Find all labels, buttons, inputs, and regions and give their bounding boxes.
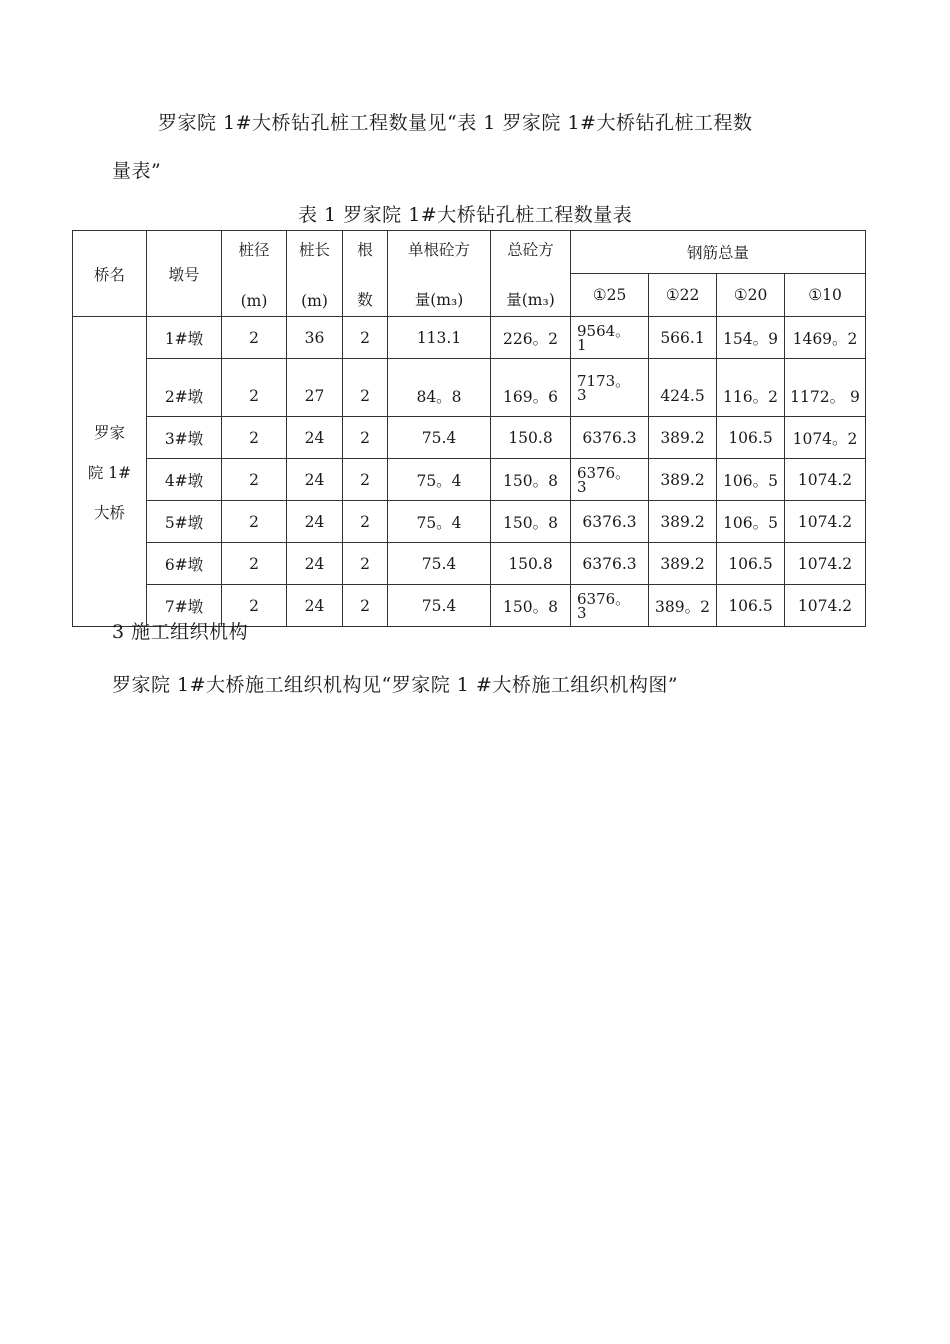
intro-line-1: 罗家院 1#大桥钻孔桩工程数量见“表 1 罗家院 1#大桥钻孔桩工程数 <box>158 112 753 134</box>
steel-10-cell: 1074.2 <box>785 459 866 501</box>
steel-25-part-1: 6376。 <box>577 589 631 608</box>
total-volume-cell: 169。6 <box>491 359 571 417</box>
steel-25-cell <box>571 585 649 627</box>
length-cell: 24 <box>287 543 343 585</box>
bridge-name-line-2: 院 1# <box>87 463 132 482</box>
diameter-cell: 2 <box>222 585 287 627</box>
table-row <box>73 317 866 359</box>
header-total-bottom: 量(m₃) <box>506 290 555 309</box>
steel-22-cell: 566.1 <box>649 317 717 359</box>
bridge-name-line-1: 罗家 <box>93 423 125 442</box>
count-cell: 2 <box>343 501 388 543</box>
length-cell: 27 <box>287 359 343 417</box>
header-diameter <box>222 231 287 317</box>
steel-20-cell: 106.5 <box>717 417 785 459</box>
single-volume-cell: 75.4 <box>388 417 491 459</box>
steel-25-part-1: 7173。 <box>577 371 631 390</box>
steel-10-cell: 1074.2 <box>785 585 866 627</box>
steel-25-cell: 6376.3 <box>571 543 649 585</box>
table-row <box>73 501 866 543</box>
total-volume-cell: 226。2 <box>491 317 571 359</box>
single-volume-cell: 113.1 <box>388 317 491 359</box>
length-cell: 24 <box>287 501 343 543</box>
header-steel-10: ①10 <box>785 274 866 317</box>
length-cell: 24 <box>287 417 343 459</box>
single-volume-cell: 75。4 <box>388 501 491 543</box>
steel-20-cell: 116。2 <box>717 359 785 417</box>
bridge-name-line-3: 大桥 <box>93 503 125 522</box>
steel-22-cell: 389.2 <box>649 543 717 585</box>
steel-25-part-2: 3 <box>577 385 587 404</box>
steel-20-cell: 106.5 <box>717 585 785 627</box>
header-steel-22: ①22 <box>649 274 717 317</box>
steel-10-cell: 1074.2 <box>785 543 866 585</box>
intro-line-2: 量表” <box>112 160 162 182</box>
table-caption: 表 1 罗家院 1#大桥钻孔桩工程数量表 <box>298 204 633 226</box>
diameter-cell: 2 <box>222 543 287 585</box>
single-volume-cell: 75。4 <box>388 459 491 501</box>
header-total-top: 总砼方 <box>507 240 554 259</box>
header-steel-20: ①20 <box>717 274 785 317</box>
header-length-unit: (m) <box>301 291 328 310</box>
pier-cell: 4#墩 <box>147 459 222 501</box>
header-count-top: 根 <box>357 240 373 259</box>
header-bridge: 桥名 <box>73 231 147 317</box>
header-single-volume <box>388 231 491 317</box>
diameter-cell: 2 <box>222 501 287 543</box>
pier-cell: 7#墩 <box>147 585 222 627</box>
steel-25-cell: 6376.3 <box>571 501 649 543</box>
header-length <box>287 231 343 317</box>
header-length-label: 桩长 <box>298 240 330 259</box>
header-count-bottom: 数 <box>357 290 373 309</box>
diameter-cell: 2 <box>222 317 287 359</box>
header-count <box>343 231 388 317</box>
diameter-cell: 2 <box>222 359 287 417</box>
length-cell: 24 <box>287 459 343 501</box>
steel-25-part-1: 9564。 <box>577 321 631 340</box>
steel-22-cell: 389。2 <box>649 585 717 627</box>
single-volume-cell: 84。8 <box>388 359 491 417</box>
header-diameter-unit: (m) <box>240 291 268 310</box>
pier-cell: 3#墩 <box>147 417 222 459</box>
section-3-heading: 3 施工组织机构 <box>112 621 249 643</box>
pile-quantity-table <box>72 230 866 627</box>
total-volume-cell: 150.8 <box>491 417 571 459</box>
pier-cell: 6#墩 <box>147 543 222 585</box>
steel-25-part-2: 3 <box>577 477 587 496</box>
length-cell: 36 <box>287 317 343 359</box>
table-row <box>73 359 866 417</box>
steel-25-part-2: 3 <box>577 603 587 622</box>
steel-22-cell: 389.2 <box>649 459 717 501</box>
pier-cell: 2#墩 <box>147 359 222 417</box>
header-total-volume <box>491 231 571 317</box>
steel-20-cell: 106.5 <box>717 543 785 585</box>
header-diameter-label: 桩径 <box>238 240 270 259</box>
header-pier: 墩号 <box>147 231 222 317</box>
count-cell: 2 <box>343 359 388 417</box>
single-volume-cell: 75.4 <box>388 585 491 627</box>
pier-cell: 1#墩 <box>147 317 222 359</box>
count-cell: 2 <box>343 417 388 459</box>
total-volume-cell: 150.8 <box>491 543 571 585</box>
total-volume-cell: 150。8 <box>491 501 571 543</box>
header-single-bottom: 量(m₃) <box>414 290 464 309</box>
header-steel-total: 钢筋总量 <box>571 231 866 274</box>
steel-10-cell: 1172。 9 <box>785 359 866 417</box>
count-cell: 2 <box>343 543 388 585</box>
length-cell: 24 <box>287 585 343 627</box>
steel-25-cell: 6376.3 <box>571 417 649 459</box>
steel-25-part-2: 1 <box>577 335 587 354</box>
table-row <box>73 543 866 585</box>
single-volume-cell: 75.4 <box>388 543 491 585</box>
diameter-cell: 2 <box>222 417 287 459</box>
count-cell: 2 <box>343 585 388 627</box>
steel-10-cell: 1074。2 <box>785 417 866 459</box>
table-row <box>73 417 866 459</box>
section-3-text: 罗家院 1#大桥施工组织机构见“罗家院 1 #大桥施工组织机构图” <box>112 674 679 696</box>
total-volume-cell: 150。8 <box>491 459 571 501</box>
count-cell: 2 <box>343 459 388 501</box>
total-volume-cell: 150。8 <box>491 585 571 627</box>
table-row <box>73 459 866 501</box>
steel-20-cell: 106。5 <box>717 501 785 543</box>
steel-22-cell: 389.2 <box>649 417 717 459</box>
bridge-name-cell <box>73 317 147 627</box>
count-cell: 2 <box>343 317 388 359</box>
steel-20-cell: 154。9 <box>717 317 785 359</box>
steel-10-cell: 1469。2 <box>785 317 866 359</box>
steel-25-cell <box>571 317 649 359</box>
steel-22-cell: 424.5 <box>649 359 717 417</box>
header-single-top: 单根砼方 <box>407 240 470 259</box>
diameter-cell: 2 <box>222 459 287 501</box>
header-steel-25: ①25 <box>571 274 649 317</box>
steel-22-cell: 389.2 <box>649 501 717 543</box>
pier-cell: 5#墩 <box>147 501 222 543</box>
steel-25-part-1: 6376。 <box>577 463 631 482</box>
steel-25-cell <box>571 359 649 417</box>
steel-25-cell <box>571 459 649 501</box>
steel-20-cell: 106。5 <box>717 459 785 501</box>
steel-10-cell: 1074.2 <box>785 501 866 543</box>
